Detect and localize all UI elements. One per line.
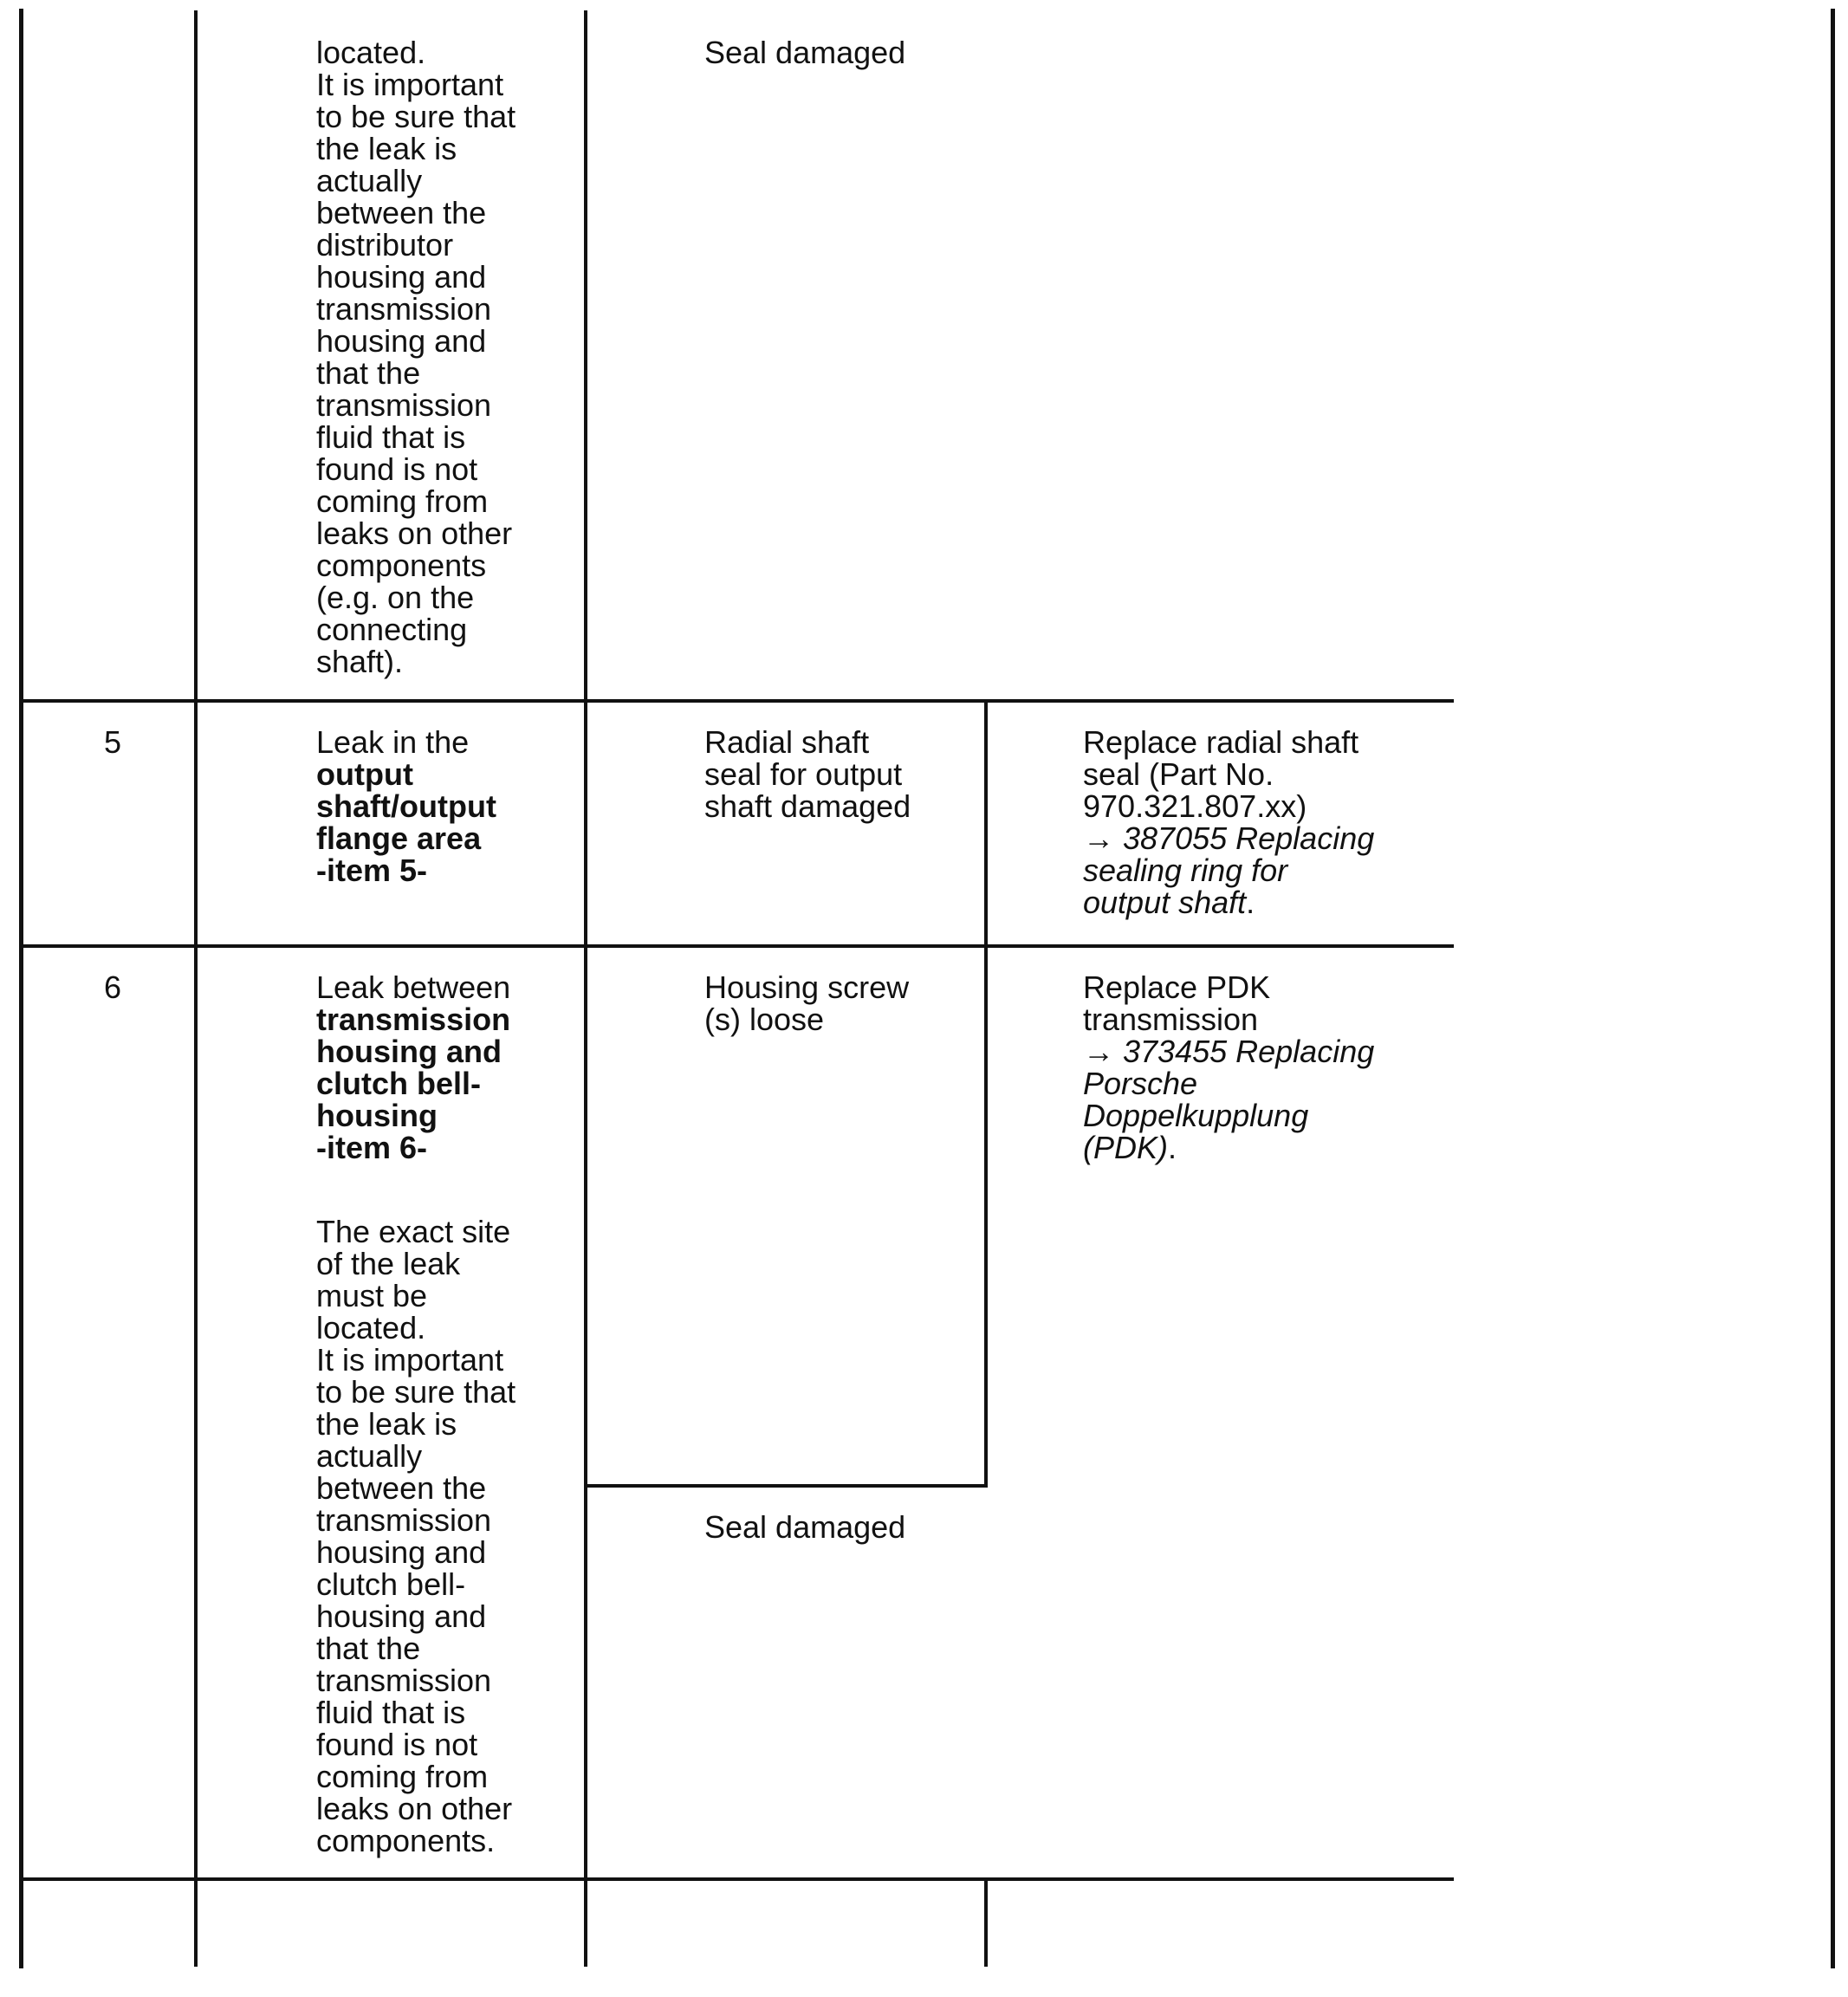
row-6-number: 6 [103, 969, 122, 1005]
column-divider-number [194, 10, 198, 1967]
row-6-description-bold: transmission housing and clutch bell- housing -item 6- [316, 1002, 511, 1165]
column-divider-cause-row5 [984, 699, 988, 1488]
row-5-cause: Radial shaft seal for output shaft damaged [704, 724, 911, 824]
row-6-description-note: The exact site of the leak must be located. It is important to be sure that the leak is actually between the transmission housing and clutch bell- housing and that the transmission fluid that is found is not coming from leaks on other components. [316, 1214, 516, 1858]
row-divider-6-7 [21, 1877, 1454, 1881]
row-divider-5-6 [21, 944, 1454, 948]
row-4-description: located. It is important to be sure that the leak is actually between the distributor housing and transmission housing and that the transmission fluid that is found is not coming from leaks on other components (e.g. on the connecting shaft). [316, 35, 516, 679]
table-right-border [1831, 9, 1835, 1968]
column-divider-description [584, 10, 587, 1967]
row-5-remedy-text: Replace radial shaft seal (Part No. 970.321.807.xx) [1083, 724, 1359, 824]
row-6-remedy-text: Replace PDK transmission [1083, 969, 1271, 1037]
row-6-remedy-end: . [1168, 1130, 1177, 1165]
row-divider-4-5 [21, 699, 1454, 703]
row-6-cause-2: Seal damaged [704, 1509, 906, 1545]
row-6-remedy-link[interactable]: → 373455 Replacing Porsche Doppelkupplung (PDK) [1083, 1034, 1375, 1165]
row-5-description [316, 726, 496, 886]
table-left-border [19, 9, 23, 1968]
row-6-cause-1: Housing screw (s) loose [704, 969, 910, 1037]
row-5-description-bold: output shaft/output flange area -item 5- [316, 756, 496, 888]
row-6-description-intro: Leak between [316, 969, 511, 1005]
row-4-cause: Seal damaged [704, 35, 906, 70]
row-5-remedy-end: . [1246, 885, 1255, 920]
row-5-number: 5 [103, 724, 122, 760]
row-6-remedy [1083, 971, 1374, 1164]
cause-divider-row6 [584, 1484, 988, 1488]
row-5-description-intro: Leak in the [316, 724, 470, 760]
row-6-description [316, 971, 510, 1164]
row-5-remedy-link[interactable]: → 387055 Replacing sealing ring for output shaft [1083, 820, 1375, 920]
column-divider-cause-bottom [984, 1879, 988, 1967]
row-5-remedy [1083, 726, 1374, 918]
